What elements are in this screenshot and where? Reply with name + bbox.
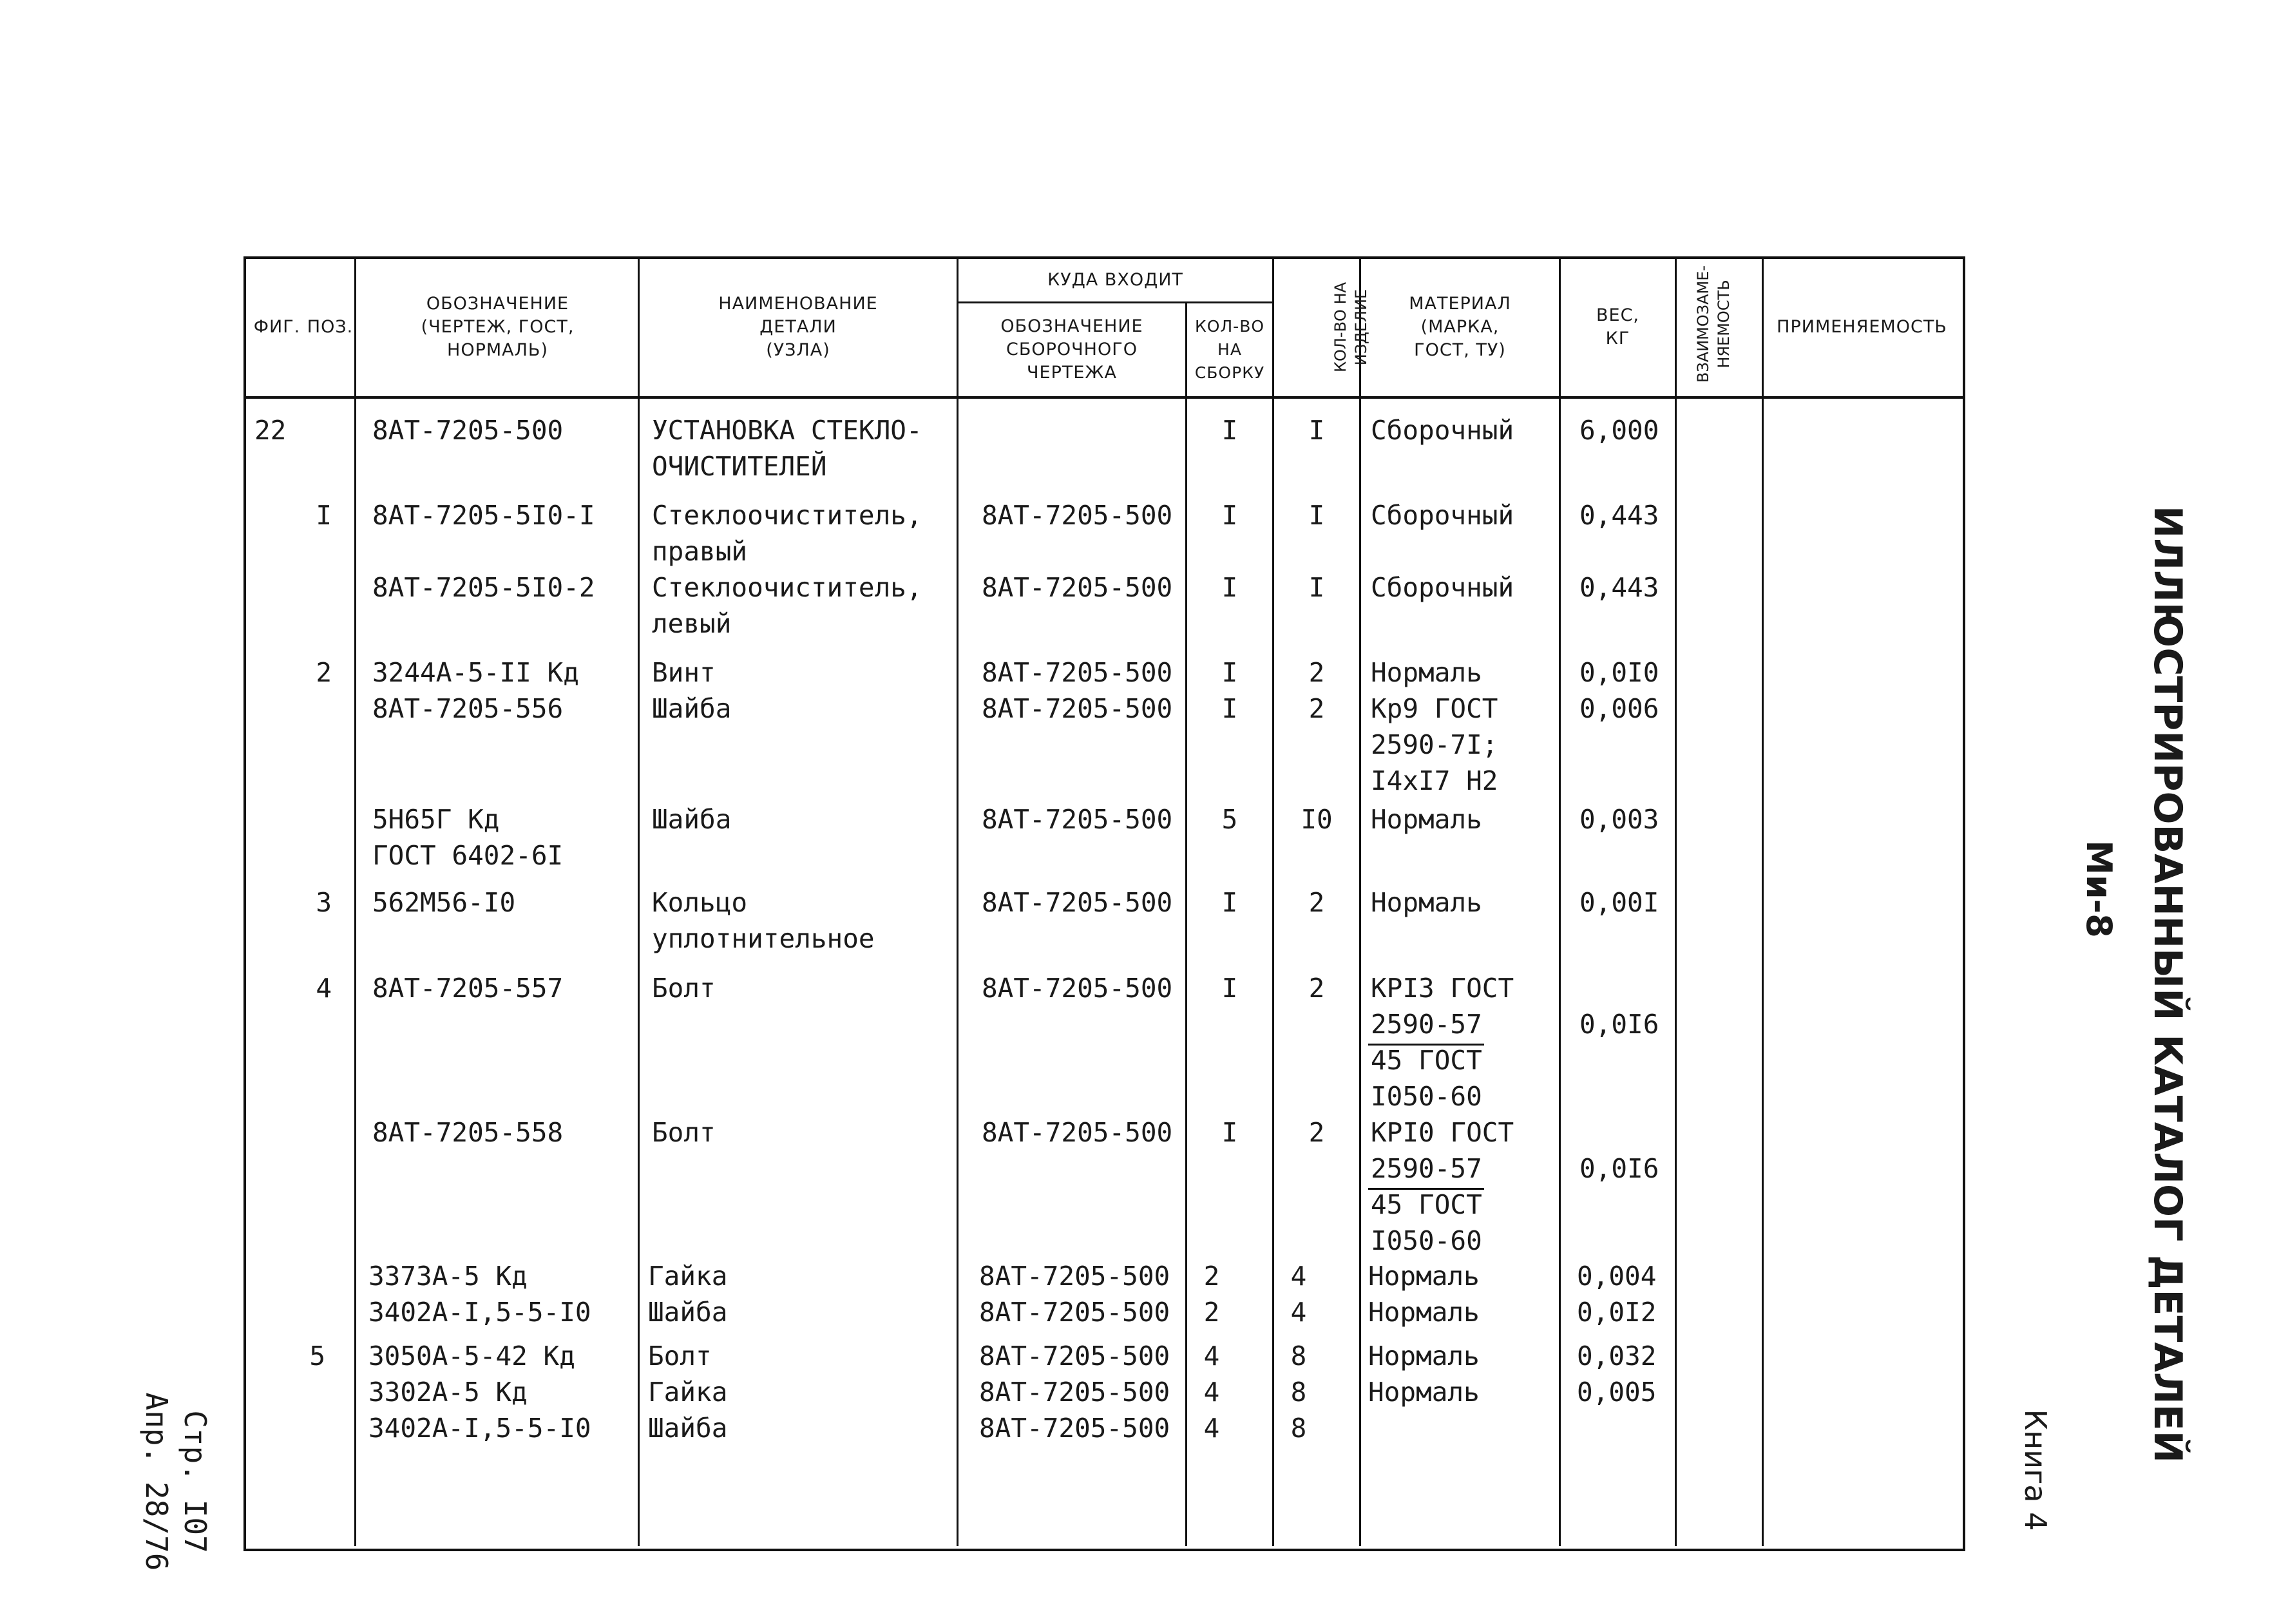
row-5-designation: 5Н65Г Кд ГОСТ 6402-6I (372, 804, 564, 871)
row-3-weight: 0,0I0 (1579, 657, 1659, 688)
row-2-qty-prod: I (1308, 572, 1325, 603)
row-0-weight: 6,000 (1579, 415, 1659, 446)
row-9-assembly: 8АТ-7205-500 (979, 1261, 1170, 1292)
row-3-pos: 2 (316, 657, 332, 688)
col-line-name (957, 258, 958, 1546)
row-3-qty-prod: 2 (1308, 657, 1325, 688)
row-2-qty-asm: I (1221, 572, 1238, 603)
header-where-used: КУДА ВХОДИТ (1047, 270, 1183, 290)
row-10-weight: 0,0I2 (1577, 1297, 1657, 1328)
row-2-material: Сборочный (1371, 572, 1514, 603)
row-1-name: Стеклоочиститель, правый (652, 500, 922, 567)
row-8-material: КРI0 ГОСТ 2590-57 45 ГОСТ I050-60 (1371, 1117, 1514, 1256)
row-12-assembly: 8АТ-7205-500 (979, 1377, 1170, 1408)
row-13-qty-prod: 8 (1290, 1413, 1307, 1444)
row-1-qty-prod: I (1308, 500, 1325, 531)
row-3-qty-asm: I (1221, 657, 1238, 688)
col-line-qty-prod (1359, 258, 1361, 1546)
header-qty-product: КОЛ-ВО НА ИЗДЕЛИЕ (1331, 282, 1370, 373)
row-13-designation: 3402А-I,5-5-I0 (368, 1413, 591, 1444)
row-8-name: Болт (652, 1117, 716, 1148)
row-8-weight: 0,0I6 (1579, 1153, 1659, 1184)
row-3-designation: 3244А-5-II Кд (372, 657, 579, 688)
row-1-pos: I (316, 500, 332, 531)
header-assembly-drawing: ОБОЗНАЧЕНИЕ СБОРОЧНОГО ЧЕРТЕЖА (1000, 316, 1143, 383)
row-7-material: КРI3 ГОСТ 2590-57 45 ГОСТ I050-60 (1371, 973, 1514, 1112)
row-6-qty-asm: I (1221, 887, 1238, 918)
row-11-qty-prod: 8 (1290, 1341, 1307, 1371)
row-5-material: Нормаль (1371, 804, 1482, 835)
row-1-qty-asm: I (1221, 500, 1238, 531)
header-weight: ВЕС, КГ (1596, 305, 1640, 349)
row-11-qty-asm: 4 (1203, 1341, 1220, 1371)
row-3-name: Винт (652, 657, 716, 688)
row-0-material: Сборочный (1371, 415, 1514, 446)
header-designation: ОБОЗНАЧЕНИЕ (ЧЕРТЕЖ, ГОСТ, НОРМАЛЬ) (421, 293, 575, 360)
row-2-weight: 0,443 (1579, 572, 1659, 603)
row-9-material: Нормаль (1368, 1261, 1480, 1292)
aircraft-model: Ми-8 (2079, 840, 2119, 938)
row-0-name: УСТАНОВКА СТЕКЛО- ОЧИСТИТЕЛЕЙ (652, 415, 922, 482)
row-0-qty-asm-v: I (1221, 415, 1238, 446)
row-9-name: Гайка (648, 1261, 728, 1292)
row-7-pos: 4 (316, 973, 332, 1004)
row-9-qty-prod: 4 (1290, 1261, 1307, 1292)
col-line-designation (638, 258, 640, 1546)
row-6-pos: 3 (316, 887, 332, 918)
row-2-name: Стеклоочиститель, левый (652, 572, 922, 639)
row-13-assembly: 8АТ-7205-500 (979, 1413, 1170, 1444)
row-11-weight: 0,032 (1577, 1341, 1657, 1371)
row-12-qty-asm: 4 (1203, 1377, 1220, 1408)
row-11-material: Нормаль (1368, 1341, 1480, 1371)
row-1-weight: 0,443 (1579, 500, 1659, 531)
row-12-name: Гайка (648, 1377, 728, 1408)
header-material: МАТЕРИАЛ (МАРКА, ГОСТ, ТУ) (1409, 293, 1511, 360)
row-6-assembly: 8АТ-7205-500 (982, 887, 1173, 918)
row-11-name: Болт (648, 1341, 712, 1371)
header-qty-assembly: КОЛ-ВО НА СБОРКУ (1194, 316, 1265, 382)
row-10-designation: 3402А-I,5-5-I0 (368, 1297, 591, 1328)
row-5-qty-prod: I0 (1301, 804, 1333, 835)
book-label: Книга 4 (2018, 1409, 2053, 1531)
row-10-material: Нормаль (1368, 1297, 1480, 1328)
row-7-designation: 8АТ-7205-557 (372, 973, 564, 1004)
row-7-material-fraction-line (1368, 1044, 1484, 1046)
row-5-weight: 0,003 (1579, 804, 1659, 835)
row-0-fig: 22 (254, 415, 287, 446)
header-bottom-rule (243, 396, 1963, 399)
row-4-qty-asm: I (1221, 693, 1238, 724)
header-fig: ФИГ. (253, 316, 301, 337)
row-7-qty-prod: 2 (1308, 973, 1325, 1004)
row-13-qty-asm: 4 (1203, 1413, 1220, 1444)
col-line-interchange (1762, 258, 1764, 1546)
row-8-qty-asm: I (1221, 1117, 1238, 1148)
row-13-name: Шайба (648, 1413, 728, 1444)
row-4-weight: 0,006 (1579, 693, 1659, 724)
row-6-material: Нормаль (1371, 887, 1482, 918)
row-9-qty-asm: 2 (1203, 1261, 1220, 1292)
row-0-designation: 8АТ-7205-500 (372, 415, 564, 446)
row-4-material: Кр9 ГОСТ 2590-7I; I4хI7 Н2 (1371, 693, 1498, 796)
row-8-designation: 8АТ-7205-558 (372, 1117, 564, 1148)
header-name: НАИМЕНОВАНИЕ ДЕТАЛИ (УЗЛА) (718, 293, 878, 360)
header-applicability: ПРИМЕНЯЕМОСТЬ (1777, 316, 1947, 337)
row-3-material: Нормаль (1371, 657, 1482, 688)
row-9-designation: 3373А-5 Кд (368, 1261, 528, 1292)
row-5-qty-asm: 5 (1221, 804, 1238, 835)
row-12-material: Нормаль (1368, 1377, 1480, 1408)
row-6-name: Кольцо уплотнительное (652, 887, 875, 954)
row-11-assembly: 8АТ-7205-500 (979, 1341, 1170, 1371)
row-2-assembly: 8АТ-7205-500 (982, 572, 1173, 603)
row-6-qty-prod: 2 (1308, 887, 1325, 918)
col-line-material (1559, 258, 1561, 1546)
row-8-assembly: 8АТ-7205-500 (982, 1117, 1173, 1148)
row-2-designation: 8АТ-7205-5I0-2 (372, 572, 595, 603)
row-1-assembly: 8АТ-7205-500 (982, 500, 1173, 531)
header-pos: ПОЗ. (307, 316, 354, 337)
row-3-assembly: 8АТ-7205-500 (982, 657, 1173, 688)
catalog-title: ИЛЛЮСТРИРОВАННЫЙ КАТАЛОГ ДЕТАЛЕЙ (2145, 506, 2190, 1463)
revision-date: Апр. 28/76 (139, 1392, 174, 1571)
row-10-name: Шайба (648, 1297, 728, 1328)
col-line-weight (1675, 258, 1677, 1546)
row-10-assembly: 8АТ-7205-500 (979, 1297, 1170, 1328)
row-8-material-fraction-line (1368, 1188, 1484, 1190)
row-11-designation: 3050А-5-42 Кд (368, 1341, 575, 1371)
row-4-name: Шайба (652, 693, 732, 724)
row-0-qty-prod: I (1308, 415, 1325, 446)
row-12-qty-prod: 8 (1290, 1377, 1307, 1408)
row-7-assembly: 8АТ-7205-500 (982, 973, 1173, 1004)
row-5-assembly: 8АТ-7205-500 (982, 804, 1173, 835)
row-1-material: Сборочный (1371, 500, 1514, 531)
row-1-designation: 8АТ-7205-5I0-I (372, 500, 595, 531)
row-5-name: Шайба (652, 804, 732, 835)
header-interchangeability: ВЗАИМОЗАМЕ- НЯЕМОСТЬ (1694, 265, 1733, 383)
row-10-qty-asm: 2 (1203, 1297, 1220, 1328)
row-12-weight: 0,005 (1577, 1377, 1657, 1408)
row-4-designation: 8АТ-7205-556 (372, 693, 564, 724)
row-9-weight: 0,004 (1577, 1261, 1657, 1292)
row-7-weight: 0,0I6 (1579, 1009, 1659, 1040)
row-7-name: Болт (652, 973, 716, 1004)
row-7-qty-asm: I (1221, 973, 1238, 1004)
row-11-pos: 5 (309, 1341, 325, 1371)
page-number: Стр. I07 (178, 1410, 213, 1553)
row-4-qty-prod: 2 (1308, 693, 1325, 724)
row-8-qty-prod: 2 (1308, 1117, 1325, 1148)
row-6-designation: 562М56-I0 (372, 887, 516, 918)
row-10-qty-prod: 4 (1290, 1297, 1307, 1328)
row-12-designation: 3302А-5 Кд (368, 1377, 528, 1408)
row-6-weight: 0,00I (1579, 887, 1659, 918)
row-4-assembly: 8АТ-7205-500 (982, 693, 1173, 724)
col-line-pos (354, 258, 356, 1546)
